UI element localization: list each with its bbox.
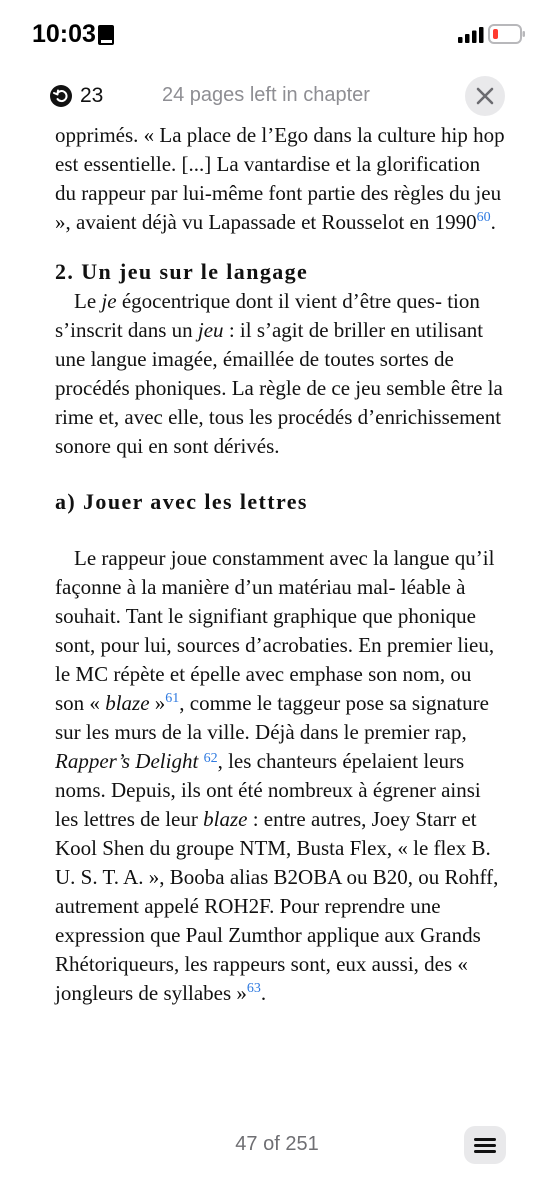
table-of-contents-icon [474,1136,496,1154]
book-page-text [55,121,505,1008]
close-icon [476,87,494,105]
status-bar [0,0,554,70]
table-of-contents-button[interactable] [464,1126,506,1164]
subsection-heading: a) Jouer avec les lettres [55,489,308,514]
paragraph: opprimés. « La place de l’Ego dans la culture hip hop est essentielle. [...] La vantardise et la glorification du rappeur par lui-même font partie des règles du jeu », avaient déjà vu Lapassade et Rousselot en 1990$^{60}$. [55,123,505,234]
close-button[interactable] [465,76,505,116]
status-time: 10:03 [32,20,96,48]
footnote-link[interactable]: 63 [246,981,261,996]
signal-icon [458,27,484,48]
history-count[interactable]: 23 [80,84,104,107]
book-icon [98,25,114,50]
footnote-link[interactable]: 62 [203,751,218,766]
paragraph: Le rappeur joue constamment avec la langue qu’il façonne à la manière d’un matériau mal- léable à souhait. Tant le signifiant graphique que phonique sont, pour lui, sources d’acrobaties. En premier lieu, le MC répète et épelle avec emphase son nom, ou son « blaze »$^{61}$, comme le taggeur pose sa signature sur les murs de la ville. Déjà dans le premier rap, Rapper’s Delight $^{62}$, les chanteurs épelaient leurs noms. Depuis, ils ont été nombreux à égrener ainsi les lettres de leur blaze : entre autres, Joey Starr et Kool Shen du groupe NTM, Busta Flex, « le flex B. U. S. T. A. », Booba alias B2OBA ou B20, ou Rohff, autrement appelé ROH2F. Pour reprendre une expression que Paul Zumthor applique aux Grands Rhétoriqueurs, les rappeurs sont, eux aussi, des « jongleurs de syllabes »$^{63}$. [55,546,499,1005]
paragraph: Le je égocentrique dont il vient d’être ques- tion s’inscrit dans un jeu : il s’agit de briller en utilisant une langue imagée, émaillée de toutes sortes de procédés phoniques. La règle de ce jeu semble être la rime et, avec elle, tous les procédés d’enrichissement sonore qui en sont dérivés. [55,289,503,458]
footnote-link[interactable]: 61 [165,691,180,706]
footnote-link[interactable]: 60 [476,210,491,225]
battery-icon [488,24,526,49]
page-indicator: 47 of 251 [235,1133,319,1155]
section-heading: 2. Un jeu sur le langage [55,259,309,284]
history-back-icon[interactable] [49,84,73,113]
reader-top-bar [0,76,554,116]
pages-left-in-chapter: 24 pages left in chapter [162,84,370,106]
